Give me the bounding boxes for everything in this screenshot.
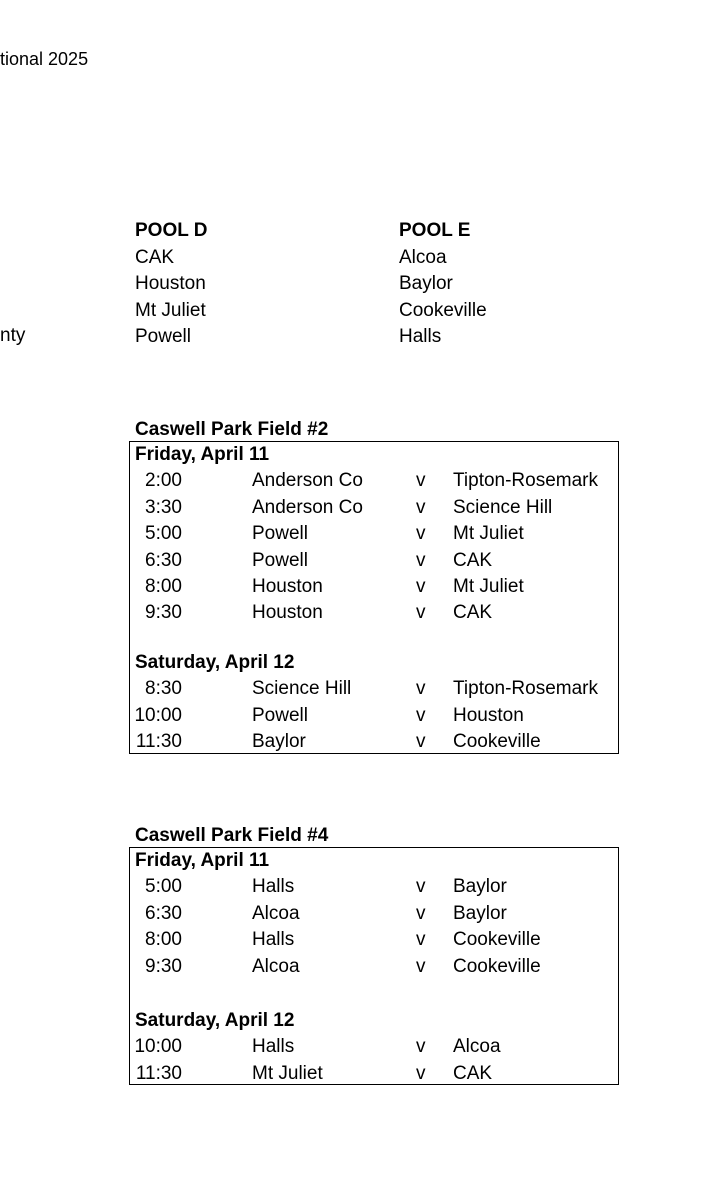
home-team: Powell <box>252 549 308 571</box>
away-team: CAK <box>453 602 493 624</box>
home-team: Powell <box>252 523 308 545</box>
game-time: 10:00 <box>134 1036 182 1058</box>
home-team: Halls <box>252 876 295 898</box>
versus-label: v <box>416 678 426 700</box>
game-time: 6:30 <box>145 902 182 924</box>
away-team: Cookeville <box>453 731 541 753</box>
game-row <box>130 574 618 600</box>
game-time: 6:30 <box>145 549 182 571</box>
home-team: Baylor <box>252 731 306 753</box>
game-row <box>130 548 618 574</box>
home-team: Powell <box>252 704 308 726</box>
game-time: 9:30 <box>145 602 182 624</box>
game-row <box>130 676 618 702</box>
pool-e-team: Halls <box>399 326 442 347</box>
home-team: Science Hill <box>252 678 352 700</box>
home-team: Anderson Co <box>252 470 363 492</box>
game-row <box>130 927 618 953</box>
pool-e-list <box>399 219 487 352</box>
away-team: Baylor <box>453 876 507 898</box>
game-row <box>130 521 618 547</box>
away-team: Tipton-Rosemark <box>453 678 599 700</box>
versus-label: v <box>416 602 426 624</box>
away-team: Cookeville <box>453 955 541 977</box>
pool-d-heading: POOL D <box>135 220 208 241</box>
home-team: Houston <box>252 602 323 624</box>
away-team: Houston <box>453 704 524 726</box>
game-time: 11:30 <box>135 731 182 753</box>
away-team: CAK <box>453 549 493 571</box>
game-row <box>130 729 618 755</box>
game-time: 8:30 <box>145 678 182 700</box>
pool-d-list <box>135 219 208 352</box>
away-team: Mt Juliet <box>453 576 524 597</box>
field-2-title: Caswell Park Field #2 <box>135 419 329 440</box>
pool-d-team: Houston <box>135 273 206 294</box>
versus-label: v <box>416 955 426 977</box>
home-team: Houston <box>252 576 323 597</box>
away-team: CAK <box>453 1062 493 1084</box>
versus-label: v <box>416 876 426 898</box>
away-team: Alcoa <box>453 1036 501 1058</box>
versus-label: v <box>416 704 426 726</box>
game-time: 3:30 <box>145 496 182 518</box>
day-header <box>130 442 618 468</box>
game-row <box>130 901 618 927</box>
versus-label: v <box>416 523 426 545</box>
versus-label: v <box>416 929 426 951</box>
away-team: Cookeville <box>453 929 541 951</box>
versus-label: v <box>416 470 426 492</box>
day-label: Saturday, April 12 <box>135 1010 295 1031</box>
day-header <box>130 1008 618 1034</box>
game-row <box>130 600 618 626</box>
game-row <box>130 495 618 521</box>
game-time: 2:00 <box>145 470 182 492</box>
pool-d-team: CAK <box>135 246 175 268</box>
home-team: Halls <box>252 1036 295 1058</box>
game-time: 8:00 <box>145 929 182 951</box>
home-team: Mt Juliet <box>252 1062 323 1084</box>
home-team: Anderson Co <box>252 496 363 518</box>
game-time: 8:00 <box>145 576 182 597</box>
versus-label: v <box>416 902 426 924</box>
game-time: 5:00 <box>145 523 182 545</box>
field-4-title: Caswell Park Field #4 <box>135 825 329 846</box>
game-time: 5:00 <box>145 876 182 898</box>
away-team: Science Hill <box>453 496 553 518</box>
home-team: Halls <box>252 929 295 951</box>
pool-d-team: Powell <box>135 326 191 347</box>
away-team: Tipton-Rosemark <box>453 470 599 492</box>
versus-label: v <box>416 731 426 753</box>
game-row <box>130 703 618 729</box>
day-label: Friday, April 11 <box>135 444 270 465</box>
game-row <box>130 1034 618 1060</box>
versus-label: v <box>416 496 426 518</box>
day-label: Friday, April 11 <box>135 850 270 871</box>
game-time: 10:00 <box>134 704 182 726</box>
cut-off-team-fragment: nty <box>0 325 26 346</box>
pool-e-team: Alcoa <box>399 246 447 268</box>
home-team: Alcoa <box>252 902 300 924</box>
versus-label: v <box>416 1036 426 1058</box>
game-row <box>130 954 618 980</box>
game-time: 9:30 <box>145 955 182 977</box>
versus-label: v <box>416 549 426 571</box>
page-title-fragment: tional 2025 <box>0 49 89 69</box>
away-team: Mt Juliet <box>453 523 524 545</box>
versus-label: v <box>416 1062 426 1084</box>
pool-e-team: Baylor <box>399 273 453 294</box>
day-header <box>130 848 618 874</box>
field-2-schedule <box>129 441 619 754</box>
away-team: Baylor <box>453 902 507 924</box>
game-row <box>130 1061 618 1087</box>
field-4-schedule <box>129 847 619 1085</box>
pool-e-heading: POOL E <box>399 220 471 241</box>
game-row <box>130 874 618 900</box>
day-label: Saturday, April 12 <box>135 652 295 673</box>
pool-e-team: Cookeville <box>399 299 487 321</box>
game-time: 11:30 <box>135 1062 182 1084</box>
pool-d-team: Mt Juliet <box>135 299 206 321</box>
versus-label: v <box>416 576 426 597</box>
home-team: Alcoa <box>252 955 300 977</box>
game-row <box>130 468 618 494</box>
day-header <box>130 650 618 676</box>
